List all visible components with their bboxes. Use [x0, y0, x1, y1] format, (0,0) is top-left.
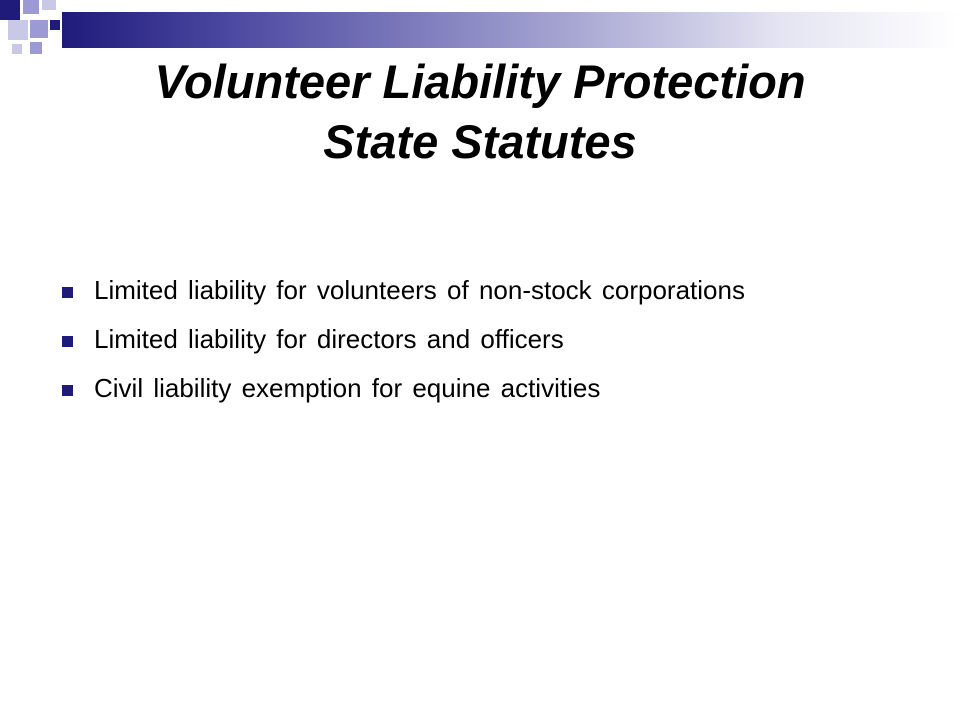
- decorative-square: [30, 20, 48, 38]
- decorative-square: [0, 0, 20, 20]
- bullet-item: [62, 321, 862, 357]
- slide-title-line-1: Volunteer Liability Protection: [154, 55, 806, 108]
- decorative-square: [50, 20, 60, 30]
- square-bullet-icon: [62, 336, 73, 347]
- bullet-text: Civil liability exemption for equine activities: [94, 373, 601, 403]
- slide-title: [40, 52, 920, 172]
- bullet-item: [62, 272, 862, 308]
- decorative-square: [42, 0, 56, 10]
- decorative-square: [12, 44, 22, 54]
- bullet-text: Limited liability for directors and officers: [94, 324, 564, 354]
- bullet-item: [62, 370, 862, 406]
- square-bullet-icon: [62, 385, 73, 396]
- header-gradient-bar: [62, 12, 960, 48]
- bullet-list: [62, 272, 862, 419]
- decorative-square: [8, 20, 28, 40]
- decorative-square: [23, 0, 39, 14]
- bullet-text: Limited liability for volunteers of non-stock corporations: [94, 275, 745, 305]
- slide-title-line-2: State Statutes: [323, 115, 637, 168]
- square-bullet-icon: [62, 287, 73, 298]
